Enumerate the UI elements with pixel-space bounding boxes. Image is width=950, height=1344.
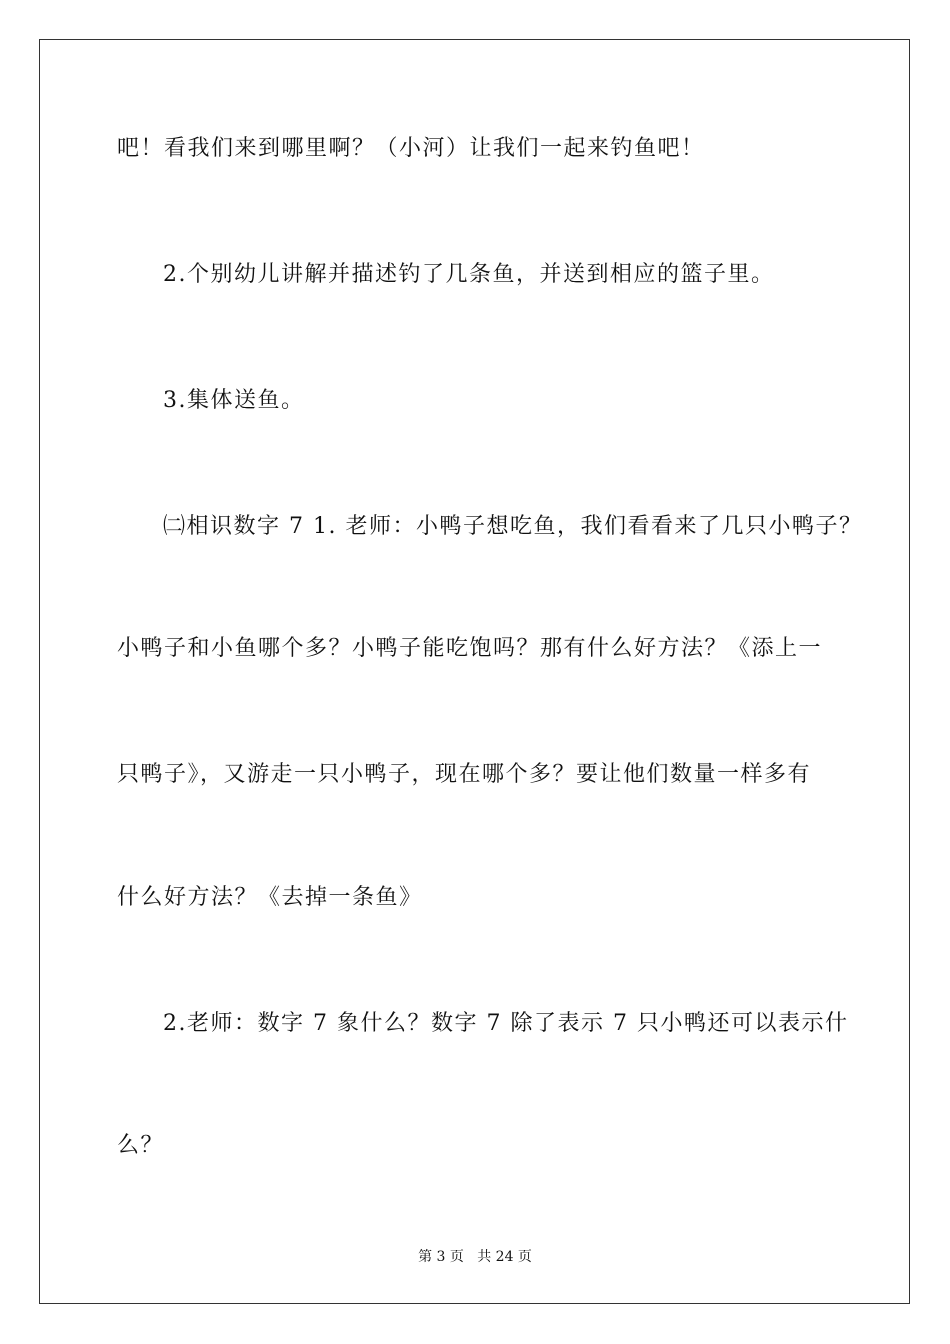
paragraph-line: 什么好方法？《去掉一条鱼》 [117, 885, 423, 910]
paragraph-line: 2.个别幼儿讲解并描述钓了几条鱼，并送到相应的篮子里。 [163, 262, 775, 287]
paragraph-line: 么？ [117, 1133, 165, 1158]
page-border [39, 39, 910, 1304]
paragraph-line: ㈡相识数字 7 1. 老师：小鸭子想吃鱼，我们看看来了几只小鸭子？ [163, 514, 863, 539]
paragraph-line: 吧！看我们来到哪里啊？（小河）让我们一起来钓鱼吧！ [117, 136, 705, 161]
paragraph-line: 小鸭子和小鱼哪个多？小鸭子能吃饱吗？那有什么好方法？《添上一 [117, 636, 823, 661]
paragraph-line: 只鸭子》，又游走一只小鸭子，现在哪个多？要让他们数量一样多有 [117, 762, 812, 787]
paragraph-line: 2.老师：数字 7 象什么？数字 7 除了表示 7 只小鸭还可以表示什 [163, 1011, 849, 1036]
paragraph-line: 3.集体送鱼。 [163, 388, 305, 413]
page-number-footer: 第 3 页 共 24 页 [418, 1249, 532, 1265]
